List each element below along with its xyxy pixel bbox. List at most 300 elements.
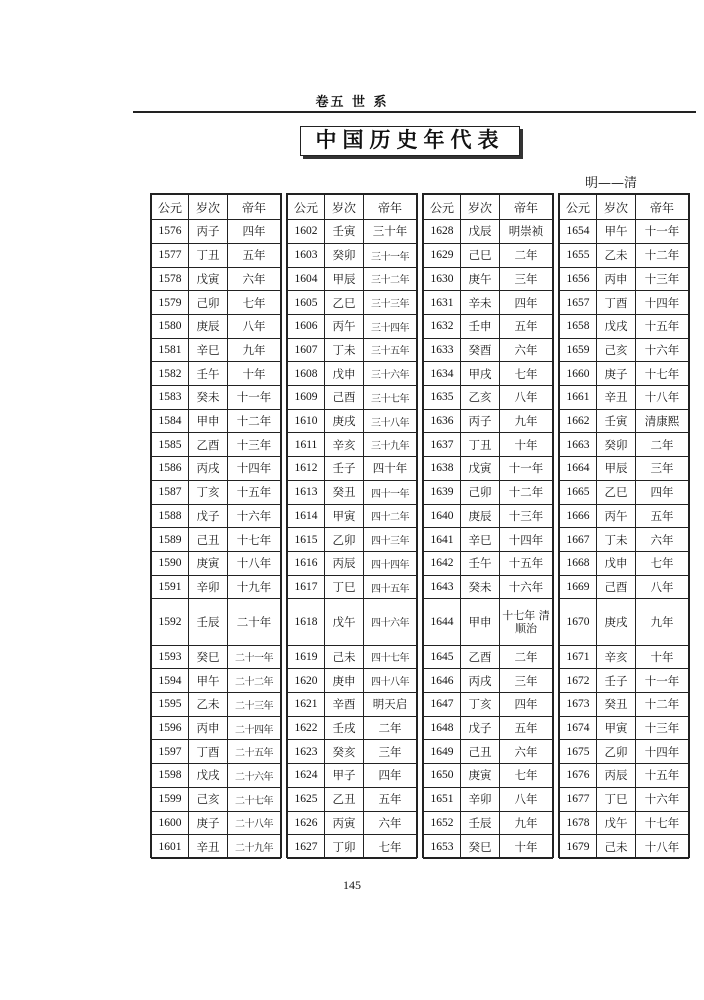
table-row bbox=[288, 787, 417, 811]
table-row bbox=[152, 669, 281, 693]
reign-year-cell: 四十四年 bbox=[364, 551, 417, 575]
reign-year-cell: 二十八年 bbox=[228, 811, 281, 835]
reign-year-cell: 三十八年 bbox=[364, 409, 417, 433]
reign-year-cell: 十一年 bbox=[228, 386, 281, 410]
reign-year-cell: 十二年 bbox=[636, 243, 689, 267]
year-cell: 1582 bbox=[152, 362, 189, 386]
ganzhi-cell: 己卯 bbox=[461, 480, 500, 504]
ganzhi-cell: 甲寅 bbox=[597, 716, 636, 740]
reign-year-cell: 八年 bbox=[636, 575, 689, 599]
year-cell: 1585 bbox=[152, 433, 189, 457]
ganzhi-cell: 戊申 bbox=[325, 362, 364, 386]
ganzhi-cell: 癸未 bbox=[461, 575, 500, 599]
year-cell: 1628 bbox=[424, 220, 461, 244]
ganzhi-cell: 丙午 bbox=[597, 504, 636, 528]
year-cell: 1614 bbox=[288, 504, 325, 528]
table-row bbox=[560, 243, 689, 267]
reign-year-cell: 十五年 bbox=[636, 764, 689, 788]
column-header: 帝年 bbox=[228, 195, 281, 220]
table-row bbox=[288, 220, 417, 244]
table-row bbox=[288, 575, 417, 599]
ganzhi-cell: 丁亥 bbox=[189, 480, 228, 504]
ganzhi-cell: 壬寅 bbox=[597, 409, 636, 433]
table-row bbox=[288, 528, 417, 552]
table-row bbox=[152, 528, 281, 552]
table-row bbox=[424, 599, 553, 645]
table-row bbox=[152, 764, 281, 788]
ganzhi-cell: 庚子 bbox=[189, 811, 228, 835]
table-row bbox=[152, 504, 281, 528]
year-cell: 1626 bbox=[288, 811, 325, 835]
ganzhi-cell: 丙寅 bbox=[325, 811, 364, 835]
year-cell: 1658 bbox=[560, 314, 597, 338]
reign-year-cell: 十三年 bbox=[636, 267, 689, 291]
ganzhi-cell: 壬寅 bbox=[325, 220, 364, 244]
ganzhi-cell: 丁亥 bbox=[461, 692, 500, 716]
ganzhi-cell: 庚子 bbox=[597, 362, 636, 386]
reign-year-cell: 五年 bbox=[636, 504, 689, 528]
reign-year-cell: 五年 bbox=[228, 243, 281, 267]
reign-year-cell: 三十一年 bbox=[364, 243, 417, 267]
year-cell: 1588 bbox=[152, 504, 189, 528]
reign-year-cell: 八年 bbox=[500, 386, 553, 410]
table-row bbox=[424, 551, 553, 575]
reign-year-cell: 四十八年 bbox=[364, 669, 417, 693]
table-row bbox=[152, 338, 281, 362]
year-cell: 1580 bbox=[152, 314, 189, 338]
chapter-header: 卷五 世 系 bbox=[315, 95, 389, 110]
year-cell: 1597 bbox=[152, 740, 189, 764]
chronology-tables bbox=[150, 193, 679, 858]
table-row bbox=[560, 764, 689, 788]
year-cell: 1592 bbox=[152, 599, 189, 645]
table-header-row bbox=[424, 195, 553, 220]
ganzhi-cell: 癸卯 bbox=[597, 433, 636, 457]
table-row bbox=[152, 740, 281, 764]
year-cell: 1609 bbox=[288, 386, 325, 410]
table-row bbox=[560, 645, 689, 669]
column-header: 公元 bbox=[152, 195, 189, 220]
table-row bbox=[560, 409, 689, 433]
ganzhi-cell: 癸丑 bbox=[325, 480, 364, 504]
table-row bbox=[424, 409, 553, 433]
table-row bbox=[424, 669, 553, 693]
reign-year-cell: 明天启 bbox=[364, 692, 417, 716]
year-cell: 1615 bbox=[288, 528, 325, 552]
table-row bbox=[152, 386, 281, 410]
ganzhi-cell: 乙卯 bbox=[325, 528, 364, 552]
ganzhi-cell: 甲午 bbox=[189, 669, 228, 693]
table-row bbox=[560, 551, 689, 575]
ganzhi-cell: 甲辰 bbox=[597, 457, 636, 481]
ganzhi-cell: 庚寅 bbox=[461, 764, 500, 788]
table-row bbox=[288, 551, 417, 575]
table-row bbox=[288, 386, 417, 410]
year-cell: 1668 bbox=[560, 551, 597, 575]
year-cell: 1632 bbox=[424, 314, 461, 338]
ganzhi-cell: 壬辰 bbox=[189, 599, 228, 645]
year-cell: 1593 bbox=[152, 645, 189, 669]
year-cell: 1637 bbox=[424, 433, 461, 457]
year-cell: 1630 bbox=[424, 267, 461, 291]
ganzhi-cell: 壬午 bbox=[461, 551, 500, 575]
year-cell: 1589 bbox=[152, 528, 189, 552]
reign-year-cell: 二十七年 bbox=[228, 787, 281, 811]
ganzhi-cell: 癸巳 bbox=[189, 645, 228, 669]
table-row bbox=[152, 267, 281, 291]
table-row bbox=[424, 433, 553, 457]
dynasty-range: 明——清 bbox=[585, 176, 638, 191]
reign-year-cell: 三十四年 bbox=[364, 314, 417, 338]
ganzhi-cell: 丁未 bbox=[325, 338, 364, 362]
table-row bbox=[560, 457, 689, 481]
ganzhi-cell: 甲辰 bbox=[325, 267, 364, 291]
year-cell: 1616 bbox=[288, 551, 325, 575]
year-cell: 1639 bbox=[424, 480, 461, 504]
reign-year-cell: 十五年 bbox=[228, 480, 281, 504]
ganzhi-cell: 丙申 bbox=[189, 716, 228, 740]
table-row bbox=[152, 692, 281, 716]
ganzhi-cell: 乙酉 bbox=[189, 433, 228, 457]
year-cell: 1620 bbox=[288, 669, 325, 693]
year-cell: 1642 bbox=[424, 551, 461, 575]
table-row bbox=[424, 267, 553, 291]
year-cell: 1576 bbox=[152, 220, 189, 244]
table-row bbox=[424, 314, 553, 338]
year-cell: 1586 bbox=[152, 457, 189, 481]
year-cell: 1605 bbox=[288, 291, 325, 315]
table-row bbox=[560, 362, 689, 386]
year-cell: 1598 bbox=[152, 764, 189, 788]
reign-year-cell: 三年 bbox=[500, 267, 553, 291]
reign-year-cell: 十四年 bbox=[636, 740, 689, 764]
reign-year-cell: 二十一年 bbox=[228, 645, 281, 669]
year-cell: 1600 bbox=[152, 811, 189, 835]
ganzhi-cell: 癸亥 bbox=[325, 740, 364, 764]
reign-year-cell: 三年 bbox=[364, 740, 417, 764]
ganzhi-cell: 丁酉 bbox=[597, 291, 636, 315]
table-row bbox=[152, 433, 281, 457]
reign-year-cell: 九年 bbox=[500, 409, 553, 433]
year-cell: 1649 bbox=[424, 740, 461, 764]
reign-year-cell: 三十七年 bbox=[364, 386, 417, 410]
table-row bbox=[288, 504, 417, 528]
year-cell: 1610 bbox=[288, 409, 325, 433]
reign-year-cell: 十三年 bbox=[636, 716, 689, 740]
reign-year-cell: 十年 bbox=[636, 645, 689, 669]
year-cell: 1634 bbox=[424, 362, 461, 386]
table-row bbox=[288, 599, 417, 645]
reign-year-cell: 二十九年 bbox=[228, 835, 281, 859]
table-row bbox=[152, 575, 281, 599]
ganzhi-cell: 乙卯 bbox=[597, 740, 636, 764]
ganzhi-cell: 庚寅 bbox=[189, 551, 228, 575]
ganzhi-cell: 壬午 bbox=[189, 362, 228, 386]
table-row bbox=[152, 457, 281, 481]
table-row bbox=[152, 480, 281, 504]
table-row bbox=[560, 692, 689, 716]
table-row bbox=[288, 314, 417, 338]
reign-year-cell: 六年 bbox=[500, 740, 553, 764]
year-cell: 1624 bbox=[288, 764, 325, 788]
year-cell: 1667 bbox=[560, 528, 597, 552]
ganzhi-cell: 辛未 bbox=[461, 291, 500, 315]
table-row bbox=[288, 669, 417, 693]
year-cell: 1604 bbox=[288, 267, 325, 291]
year-cell: 1676 bbox=[560, 764, 597, 788]
table-block-1 bbox=[150, 193, 282, 858]
year-cell: 1581 bbox=[152, 338, 189, 362]
reign-year-cell: 三十六年 bbox=[364, 362, 417, 386]
ganzhi-cell: 丁巳 bbox=[597, 787, 636, 811]
reign-year-cell: 八年 bbox=[228, 314, 281, 338]
ganzhi-cell: 甲午 bbox=[597, 220, 636, 244]
year-cell: 1587 bbox=[152, 480, 189, 504]
ganzhi-cell: 己酉 bbox=[597, 575, 636, 599]
ganzhi-cell: 庚申 bbox=[325, 669, 364, 693]
reign-year-cell: 四十一年 bbox=[364, 480, 417, 504]
reign-year-cell: 十六年 bbox=[500, 575, 553, 599]
ganzhi-cell: 己亥 bbox=[189, 787, 228, 811]
table-row bbox=[424, 291, 553, 315]
reign-year-cell: 九年 bbox=[636, 599, 689, 645]
ganzhi-cell: 戊辰 bbox=[461, 220, 500, 244]
reign-year-cell: 十九年 bbox=[228, 575, 281, 599]
table-row bbox=[288, 716, 417, 740]
table-row bbox=[288, 740, 417, 764]
year-cell: 1643 bbox=[424, 575, 461, 599]
table-row bbox=[560, 669, 689, 693]
column-header: 公元 bbox=[288, 195, 325, 220]
ganzhi-cell: 乙酉 bbox=[461, 645, 500, 669]
table-row bbox=[424, 220, 553, 244]
reign-year-cell: 十四年 bbox=[636, 291, 689, 315]
ganzhi-cell: 丁卯 bbox=[325, 835, 364, 859]
reign-year-cell: 十三年 bbox=[500, 504, 553, 528]
table-row bbox=[288, 243, 417, 267]
ganzhi-cell: 戊寅 bbox=[461, 457, 500, 481]
ganzhi-cell: 丙午 bbox=[325, 314, 364, 338]
year-cell: 1594 bbox=[152, 669, 189, 693]
reign-year-cell: 七年 bbox=[500, 362, 553, 386]
reign-year-cell: 三十九年 bbox=[364, 433, 417, 457]
year-cell: 1612 bbox=[288, 457, 325, 481]
reign-year-cell: 十五年 bbox=[500, 551, 553, 575]
reign-year-cell: 十年 bbox=[228, 362, 281, 386]
table-row bbox=[560, 480, 689, 504]
table-row bbox=[152, 645, 281, 669]
column-header: 公元 bbox=[424, 195, 461, 220]
year-cell: 1677 bbox=[560, 787, 597, 811]
reign-year-cell: 二年 bbox=[500, 243, 553, 267]
ganzhi-cell: 丁丑 bbox=[461, 433, 500, 457]
year-cell: 1640 bbox=[424, 504, 461, 528]
reign-year-cell: 十八年 bbox=[228, 551, 281, 575]
year-cell: 1670 bbox=[560, 599, 597, 645]
ganzhi-cell: 戊午 bbox=[597, 811, 636, 835]
reign-year-cell: 十八年 bbox=[636, 835, 689, 859]
ganzhi-cell: 丁酉 bbox=[189, 740, 228, 764]
ganzhi-cell: 己亥 bbox=[597, 338, 636, 362]
reign-year-cell: 十七年 bbox=[636, 811, 689, 835]
table-row bbox=[424, 386, 553, 410]
year-cell: 1678 bbox=[560, 811, 597, 835]
year-cell: 1584 bbox=[152, 409, 189, 433]
table-row bbox=[424, 575, 553, 599]
table-row bbox=[152, 599, 281, 645]
table-row bbox=[424, 338, 553, 362]
reign-year-cell: 十六年 bbox=[228, 504, 281, 528]
reign-year-cell: 二年 bbox=[500, 645, 553, 669]
year-cell: 1596 bbox=[152, 716, 189, 740]
year-cell: 1622 bbox=[288, 716, 325, 740]
ganzhi-cell: 癸丑 bbox=[597, 692, 636, 716]
reign-year-cell: 二十六年 bbox=[228, 764, 281, 788]
reign-year-cell: 七年 bbox=[364, 835, 417, 859]
ganzhi-cell: 己丑 bbox=[461, 740, 500, 764]
year-cell: 1657 bbox=[560, 291, 597, 315]
ganzhi-cell: 丁巳 bbox=[325, 575, 364, 599]
ganzhi-cell: 己巳 bbox=[461, 243, 500, 267]
column-header: 岁次 bbox=[597, 195, 636, 220]
reign-year-cell: 二十年 bbox=[228, 599, 281, 645]
year-cell: 1618 bbox=[288, 599, 325, 645]
reign-year-cell: 二十四年 bbox=[228, 716, 281, 740]
reign-year-cell: 七年 bbox=[500, 764, 553, 788]
table-row bbox=[152, 291, 281, 315]
year-cell: 1578 bbox=[152, 267, 189, 291]
table-row bbox=[152, 409, 281, 433]
year-cell: 1652 bbox=[424, 811, 461, 835]
ganzhi-cell: 乙未 bbox=[189, 692, 228, 716]
reign-year-cell: 十一年 bbox=[636, 220, 689, 244]
table-row bbox=[152, 811, 281, 835]
reign-year-cell: 五年 bbox=[500, 716, 553, 740]
ganzhi-cell: 癸酉 bbox=[461, 338, 500, 362]
reign-year-cell: 九年 bbox=[228, 338, 281, 362]
table-row bbox=[288, 338, 417, 362]
year-cell: 1665 bbox=[560, 480, 597, 504]
reign-year-cell: 四年 bbox=[228, 220, 281, 244]
table-row bbox=[152, 314, 281, 338]
column-header: 帝年 bbox=[500, 195, 553, 220]
ganzhi-cell: 庚辰 bbox=[461, 504, 500, 528]
table-row bbox=[288, 267, 417, 291]
table-row bbox=[152, 243, 281, 267]
year-cell: 1613 bbox=[288, 480, 325, 504]
table-row bbox=[560, 267, 689, 291]
ganzhi-cell: 甲寅 bbox=[325, 504, 364, 528]
reign-year-cell: 明崇祯 bbox=[500, 220, 553, 244]
reign-year-cell: 清康熙 bbox=[636, 409, 689, 433]
ganzhi-cell: 辛丑 bbox=[189, 835, 228, 859]
year-cell: 1648 bbox=[424, 716, 461, 740]
year-cell: 1641 bbox=[424, 528, 461, 552]
ganzhi-cell: 庚戌 bbox=[597, 599, 636, 645]
reign-year-cell: 十八年 bbox=[636, 386, 689, 410]
ganzhi-cell: 己酉 bbox=[325, 386, 364, 410]
reign-year-cell: 十七年 bbox=[636, 362, 689, 386]
reign-year-cell: 七年 bbox=[228, 291, 281, 315]
table-row bbox=[560, 504, 689, 528]
year-cell: 1617 bbox=[288, 575, 325, 599]
table-row bbox=[560, 716, 689, 740]
year-cell: 1661 bbox=[560, 386, 597, 410]
year-cell: 1583 bbox=[152, 386, 189, 410]
table-row bbox=[152, 716, 281, 740]
year-cell: 1656 bbox=[560, 267, 597, 291]
ganzhi-cell: 辛巳 bbox=[461, 528, 500, 552]
table-row bbox=[560, 811, 689, 835]
year-cell: 1673 bbox=[560, 692, 597, 716]
reign-year-cell: 二十二年 bbox=[228, 669, 281, 693]
table-header-row bbox=[288, 195, 417, 220]
table-row bbox=[560, 291, 689, 315]
ganzhi-cell: 丙子 bbox=[461, 409, 500, 433]
ganzhi-cell: 乙未 bbox=[597, 243, 636, 267]
ganzhi-cell: 己未 bbox=[597, 835, 636, 859]
year-cell: 1627 bbox=[288, 835, 325, 859]
year-cell: 1591 bbox=[152, 575, 189, 599]
year-cell: 1636 bbox=[424, 409, 461, 433]
reign-year-cell: 二年 bbox=[636, 433, 689, 457]
year-cell: 1650 bbox=[424, 764, 461, 788]
ganzhi-cell: 庚辰 bbox=[189, 314, 228, 338]
year-cell: 1645 bbox=[424, 645, 461, 669]
table-row bbox=[288, 764, 417, 788]
reign-year-cell: 十七年 bbox=[228, 528, 281, 552]
reign-year-cell: 四年 bbox=[364, 764, 417, 788]
table-row bbox=[424, 504, 553, 528]
year-cell: 1635 bbox=[424, 386, 461, 410]
table-row bbox=[288, 457, 417, 481]
table-row bbox=[560, 599, 689, 645]
reign-year-cell: 四十五年 bbox=[364, 575, 417, 599]
ganzhi-cell: 丙辰 bbox=[597, 764, 636, 788]
column-header: 岁次 bbox=[461, 195, 500, 220]
table-row bbox=[152, 551, 281, 575]
reign-year-cell: 十二年 bbox=[500, 480, 553, 504]
year-cell: 1654 bbox=[560, 220, 597, 244]
table-row bbox=[152, 835, 281, 859]
ganzhi-cell: 戊子 bbox=[189, 504, 228, 528]
table-row bbox=[152, 362, 281, 386]
ganzhi-cell: 甲申 bbox=[189, 409, 228, 433]
table-row bbox=[560, 220, 689, 244]
reign-year-cell: 二十三年 bbox=[228, 692, 281, 716]
table-row bbox=[424, 480, 553, 504]
reign-year-cell: 十七年 清顺治 bbox=[500, 599, 553, 645]
year-cell: 1579 bbox=[152, 291, 189, 315]
table-row bbox=[288, 835, 417, 859]
reign-year-cell: 二十五年 bbox=[228, 740, 281, 764]
reign-year-cell: 七年 bbox=[636, 551, 689, 575]
ganzhi-cell: 丙子 bbox=[189, 220, 228, 244]
ganzhi-cell: 辛丑 bbox=[597, 386, 636, 410]
ganzhi-cell: 壬子 bbox=[597, 669, 636, 693]
ganzhi-cell: 戊戌 bbox=[597, 314, 636, 338]
table-row bbox=[560, 740, 689, 764]
reign-year-cell: 九年 bbox=[500, 811, 553, 835]
ganzhi-cell: 戊子 bbox=[461, 716, 500, 740]
year-cell: 1603 bbox=[288, 243, 325, 267]
ganzhi-cell: 辛卯 bbox=[189, 575, 228, 599]
ganzhi-cell: 癸卯 bbox=[325, 243, 364, 267]
reign-year-cell: 四年 bbox=[500, 291, 553, 315]
ganzhi-cell: 戊申 bbox=[597, 551, 636, 575]
table-row bbox=[288, 692, 417, 716]
reign-year-cell: 三十五年 bbox=[364, 338, 417, 362]
